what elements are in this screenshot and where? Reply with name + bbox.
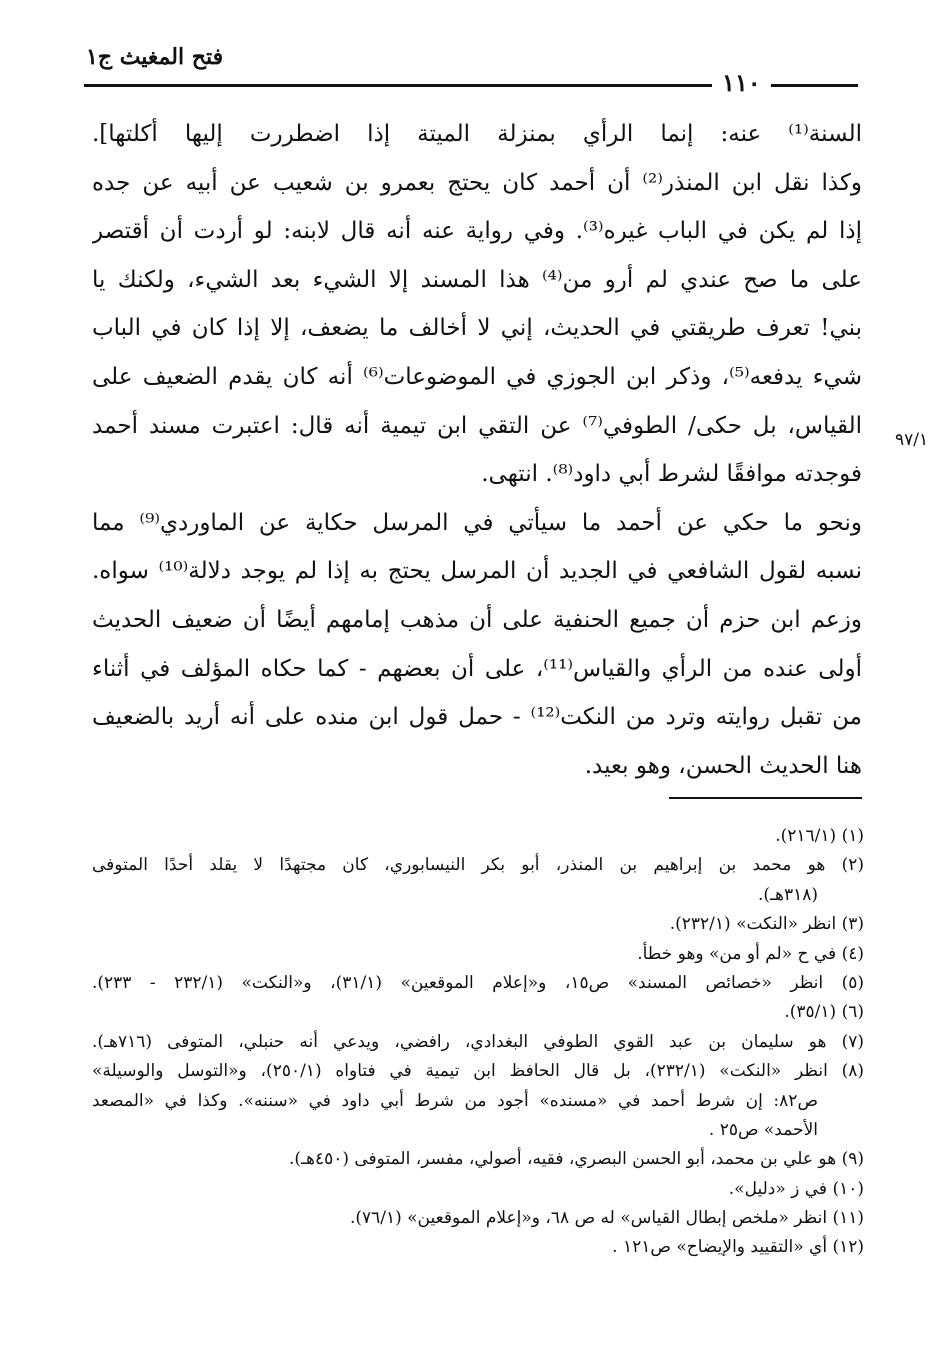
main-line: على ما صح عندي لم أرو من⁽⁴⁾ هذا المسند إلا الشيء بعد الشيء، ولكنك يا — [92, 266, 862, 293]
main-line: من تقبل روايته وترد من النكت⁽¹²⁾ - حمل قول ابن منده على أنه أريد بالضعيف — [92, 704, 862, 731]
footnote-line: (٩) هو علي بن محمد، أبو الحسن البصري، فقيه، أصولي، مفسر، المتوفى (٤٥٠هـ). — [288, 1149, 864, 1170]
footnotes — [92, 822, 864, 1263]
footnote-line: (٨) انظر «النكت» (٢٣٢/١)، بل قال الحافظ ابن تيمية في فتاواه (٢٥٠/١)، و«التوسل والوسيلة» — [92, 1061, 864, 1082]
footnote-line: (٢) هو محمد بن إبراهيم بن المنذر، أبو بكر النيسابوري، كان مجتهدًا لا يقلد أحدًا المتوفى — [92, 855, 864, 876]
margin-folio-note: ٩٧/١ — [895, 430, 929, 450]
main-line: فوجدته موافقًا لشرط أبي داود⁽⁸⁾. انتهى. — [481, 461, 862, 488]
footnote-line: (١٢) أي «التقييد والإيضاح» ص١٢١ . — [612, 1237, 864, 1258]
main-line: إذا لم يكن في الباب غيره⁽³⁾. وفي رواية عنه أنه قال لابنه: لو أردت أن أقتصر — [92, 218, 862, 245]
page-number: ١١٠ — [712, 68, 771, 97]
main-line: القياس، بل حكى/ الطوفي⁽⁷⁾ عن التقي ابن تيمية أنه قال: اعتبرت مسند أحمد — [92, 412, 862, 439]
main-line: شيء يدفعه⁽⁵⁾، وذكر ابن الجوزي في الموضوعات⁽⁶⁾ أنه كان يقدم الضعيف على — [92, 363, 862, 390]
footnote-line: (٥) انظر «خصائص المسند» ص١٥، و«إعلام الموقعين» (٣١/١)، و«النكت» (٢٣٢/١ - ٢٣٣). — [92, 972, 864, 993]
main-line: السنة⁽¹⁾ عنه: إنما الرأي بمنزلة الميتة إذا اضطررت إليها أكلتها]. — [92, 121, 862, 147]
footnote-line: (٤) في ح «لم أو من» وهو خطأ. — [637, 943, 864, 964]
footnote-line: (١٠) في ز «دليل». — [728, 1178, 864, 1199]
main-line: وكذا نقل ابن المنذر⁽²⁾ أن أحمد كان يحتج بعمرو بن شعيب عن أبيه عن جده — [92, 169, 862, 196]
footnote-line: (٣) انظر «النكت» (٢٣٢/١). — [669, 914, 864, 935]
footnote-line: (١١) انظر «ملخص إبطال القياس» له ص ٦٨، و«إعلام الموقعين» (٧٦/١). — [349, 1208, 864, 1229]
footnote-line: (١) (٢١٦/١). — [775, 826, 864, 846]
footnote-divider — [669, 797, 862, 799]
main-line: نسبه لقول الشافعي في الجديد أن المرسل يحتج به إذا لم يوجد دلالة⁽¹⁰⁾ سواه. — [92, 558, 862, 585]
main-line: بني! تعرف طريقتي في الحديث، إني لا أخالف ما يضعف، إلا إذا كان في الباب — [92, 315, 862, 342]
footnote-line: (٣١٨هـ). — [757, 884, 818, 905]
main-line: هنا الحديث الحسن، وهو بعيد. — [584, 752, 862, 779]
footnote-line: الأحمد» ص٢٥ . — [708, 1119, 818, 1140]
main-text — [92, 110, 862, 790]
main-line: ونحو ما حكي عن أحمد ما سيأتي في المرسل حكاية عن الماوردي⁽⁹⁾ مما — [92, 509, 862, 536]
footnote-line: (٧) هو سليمان بن عبد القوي الطوفي البغدادي، رافضي، ويدعي أنه حنبلي، المتوفى (٧١٦هـ). — [92, 1031, 864, 1052]
footnote-line: (٦) (٣٥/١). — [784, 1002, 864, 1023]
footnote-line: ص٨٢: إن شرط أحمد في «مسنده» أجود من شرط أبي داود في «سننه». وكذا في «المصعد — [92, 1090, 818, 1111]
main-line: أولى عنده من الرأي والقياس⁽¹¹⁾، على أن بعضهم - كما حكاه المؤلف في أثناء — [92, 655, 862, 682]
main-line: وزعم ابن حزم أن جميع الحنفية على أن مذهب إمامهم أيضًا أن ضعيف الحديث — [92, 606, 862, 633]
running-head-title: فتح المغيث ج١ — [86, 44, 224, 70]
